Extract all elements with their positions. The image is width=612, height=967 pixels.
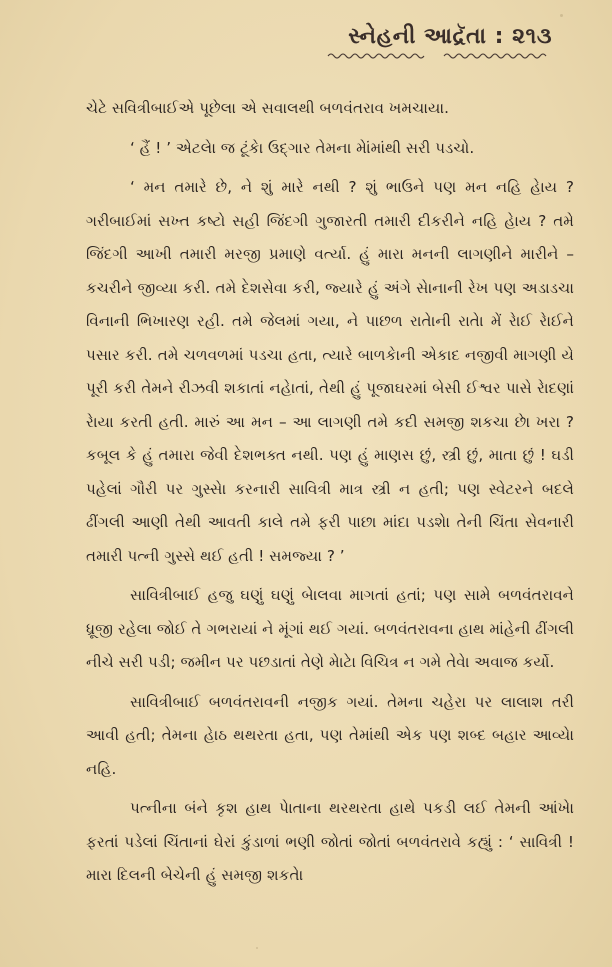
paragraph: ‘ મન તમારે છે, ને શું મારે નથી ? શું ભાઉને પણ મન નહિ હેાય ? ગરીબાઈમાં સખ્ત કષ્ટો સહી જિંદગી ગુજારતી તમારી દીકરીને નહિ હેાય ? તમે જિંદગી આખી તમારી મરજી પ્રમાણે વર્ત્યા. હું મારા મનની લાગણીને મારીને – કચરીને જીવ્યા કરી. તમે દેશસેવા કરી, જ્યારે હું અંગે સેાનાની રેખ પણ અડાડચા વિનાની ભિખારણ રહી. તમે જેલમાં ગયા, ને પાછળ રાતેાની રાતેા મેં રેાઈ રેાઈને પસાર કરી. તમે ચળવળમાં પડચા હતા, ત્યારે બાળકેાની એકાદ નજીવી માગણી યે પૂરી કરી તેમને રીઝવી શકાતાં નહેાતાં, તેથી હું પૂજાઘરમાં બેસી ઈશ્વર પાસે રેાદણાં રેાયા કરતી હતી. મારું આ મન – આ લાગણી તમે કદી સમજી શકચા છેા ખરા ? કબૂલ કે હું તમારા જેવી દેશભક્ત નથી. પણ હું માણસ છું, સ્ત્રી છું, માતા છું ! ઘડી પહેલાં ગૌરી પર ગુસ્સેા કરનારી સાવિત્રી માત્ર સ્ત્રી ન હતી; પણ સ્વેટરને બદલે ઢીંગલી આણી તેથી આવતી કાલે તમે ફરી પાછા માંદા પડશેા તેની ચિંતા સેવનારી તમારી પત્ની ગુસ્સે થઈ હતી ! સમજ્યા ? ’ [86, 178, 574, 565]
paper-speck [560, 14, 563, 17]
paragraph: ‘ હૈં ! ’ એટલેા જ ટૂંકેા ઉદ્ગાર તેમના મેાંમાંથી સરી પડચો. [130, 138, 475, 157]
paragraph: પત્નીના બંને કૃશ હાથ પેાતાના થરથરતા હાથે પકડી લઈ તેમની આંખેા ફરતાં પડેલાં ચિંતાનાં ઘેરાં કુંડાળાં ભણી જોતાં જોતાં બળવંતરાવે કહ્યું : ‘ સાવિત્રી ! મારા દિલની બેચેની હું સમજી શકતેા [86, 799, 574, 884]
paragraph: સાવિત્રીબાઈ બળવંતરાવની નજીક ગયાં. તેમના ચહેરા પર લાલાશ તરી આવી હતી; તેમના હેાઠ થથરતા હતા, પણ તેમાંથી એક પણ શબ્દ બહાર આવ્યેા નહિ. [86, 692, 574, 778]
wavy-underline [326, 51, 552, 61]
paper-speck [256, 947, 258, 949]
running-head: સ્નેહની આદ્રૅતા : ૨૧૩ [348, 24, 552, 49]
paragraph: સાવિત્રીબાઈ હજુ ઘણું ઘણું બેાલવા માગતાં હતાં; પણ સામે બળવંતરાવને ધ્રૂજી રહેલા જોઈ તે ગભરાયાં ને મૂંગાં થઈ ગયાં. બળવંતરાવના હાથ માંહેની ઢીંગલી નીચે સરી પડી; જમીન પર પછડાતાં તેણે મેાટેા વિચિત્ર ન ગમે તેવેા અવાજ કર્યો. [86, 586, 574, 671]
body-text [86, 92, 574, 899]
page-header [292, 24, 552, 61]
paragraph: ચેટે સવિત્રીબાઈએ પૂછેલા એ સવાલથી બળવંતરાવ ખમચાયા. [86, 99, 449, 117]
